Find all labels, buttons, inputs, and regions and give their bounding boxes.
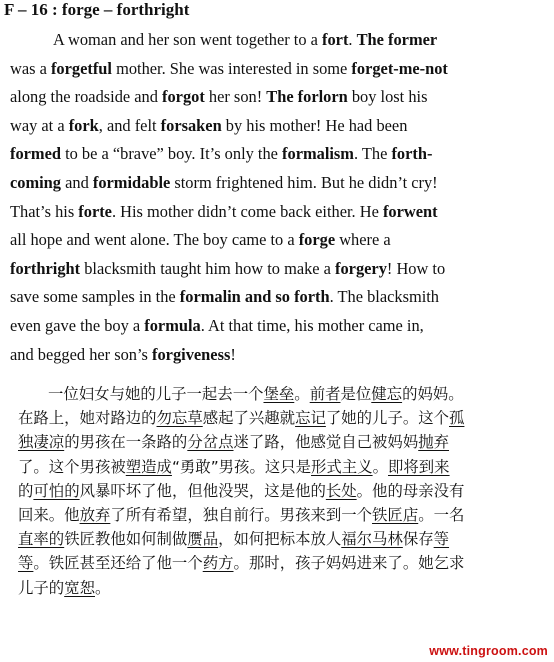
- keyword: forthright: [10, 258, 81, 278]
- english-line: [10, 226, 526, 255]
- text-run: her son!: [204, 87, 267, 107]
- text-run: 的男孩在一条路的: [64, 433, 188, 452]
- text-run: where a: [335, 230, 391, 250]
- underlined-term: 可怕的: [33, 481, 80, 500]
- text-run: 了所有希望，独自前行。男孩来到一个: [110, 505, 373, 524]
- english-line: [10, 341, 526, 370]
- english-line: [10, 255, 526, 284]
- text-run: . The blacksmith: [329, 287, 439, 307]
- text-run: mother. She was interested in some: [111, 58, 352, 78]
- keyword: forsaken: [160, 115, 222, 135]
- keyword: fork: [68, 115, 99, 135]
- text-run: 的妈妈。: [402, 385, 464, 403]
- english-line: [10, 83, 526, 112]
- chinese-line: [18, 551, 532, 575]
- underlined-term: 堡垒: [263, 385, 295, 403]
- keyword: formed: [10, 144, 61, 164]
- keyword: forgetful: [50, 58, 112, 78]
- text-run: 。一名: [418, 505, 465, 524]
- underlined-term: 宽恕: [64, 578, 95, 597]
- text-run: 是位: [340, 385, 372, 403]
- keyword: forwent: [382, 201, 438, 221]
- keyword: forgot: [162, 87, 205, 107]
- english-line: [10, 140, 526, 169]
- text-run: and begged her son’s: [10, 344, 153, 364]
- text-run: even gave the boy a: [10, 315, 145, 335]
- underlined-term: 抛弃: [418, 433, 450, 452]
- chinese-line: [18, 430, 532, 454]
- underlined-term: 即将到来: [388, 457, 450, 476]
- chinese-line: [18, 406, 532, 430]
- text-run: 回来。他: [18, 505, 80, 524]
- english-line: [10, 283, 526, 312]
- underlined-term: 药方: [202, 554, 234, 573]
- english-line: [10, 26, 526, 55]
- text-run: 保存: [402, 530, 434, 549]
- chinese-line: [18, 576, 532, 600]
- keyword: forte: [78, 201, 112, 221]
- underlined-term: 福尔马林: [341, 530, 403, 549]
- underlined-term: 忘记: [295, 409, 326, 428]
- keyword: formalism: [282, 144, 354, 164]
- english-line: [10, 55, 526, 84]
- keyword: formidable: [92, 172, 171, 192]
- underlined-term: 等: [433, 530, 450, 549]
- keyword: The former: [356, 30, 438, 49]
- keyword: coming: [10, 172, 61, 192]
- text-run: by his mother! He had been: [221, 115, 408, 135]
- text-run: was a: [10, 58, 51, 78]
- keyword: forgery: [335, 258, 387, 278]
- text-run: !: [230, 344, 236, 364]
- keyword: The forlorn: [266, 87, 348, 107]
- text-run: 迷了路，他感觉自己被妈妈: [233, 433, 419, 452]
- english-line: [10, 198, 526, 227]
- text-run: 的: [18, 481, 34, 500]
- chinese-line: [18, 382, 532, 406]
- underlined-term: 赝品: [187, 530, 219, 549]
- keyword: formalin and so forth: [179, 287, 330, 307]
- text-run: blacksmith taught him how to make a: [80, 258, 336, 278]
- underlined-term: 分岔点: [187, 433, 234, 452]
- text-run: .: [348, 30, 357, 49]
- text-run: 。: [372, 457, 388, 476]
- underlined-term: 铁匠店: [372, 505, 419, 524]
- text-run: That’s his: [10, 201, 79, 221]
- text-run: 铁匠教他如何制做: [64, 530, 188, 549]
- text-run: A woman and her son went together to a: [53, 30, 323, 49]
- text-run: storm frightened him. But he didn’t cry!: [170, 172, 438, 192]
- underlined-term: 勿忘草: [156, 409, 203, 428]
- chinese-line: [18, 455, 532, 479]
- underlined-term: 独凄凉: [18, 433, 65, 452]
- underlined-term: 孤: [449, 409, 465, 428]
- text-run: and: [61, 172, 93, 192]
- text-run: . At that time, his mother came in,: [200, 315, 424, 335]
- underlined-term: 塑造成: [125, 457, 172, 476]
- underlined-term: 形式主义: [311, 457, 373, 476]
- text-run: . His mother didn’t come back either. He: [111, 201, 383, 221]
- english-line: [10, 112, 526, 141]
- keyword: fort: [322, 30, 349, 49]
- text-run: 了她的儿子。这个: [325, 409, 450, 428]
- underlined-term: 直率的: [18, 530, 65, 549]
- text-run: save some samples in the: [10, 287, 180, 307]
- underlined-term: 健忘: [371, 385, 403, 403]
- text-run: all hope and went alone. The boy came to a: [10, 230, 299, 250]
- text-run: along the roadside and: [10, 87, 163, 107]
- text-run: “勇敢”男孩。这只是: [171, 457, 312, 476]
- text-run: 感起了兴趣就: [202, 409, 296, 428]
- text-run: . The: [353, 144, 392, 164]
- text-run: 儿子的: [18, 578, 65, 597]
- text-run: 。: [294, 385, 310, 403]
- keyword: forth-: [391, 144, 433, 164]
- text-run: , and felt: [98, 115, 161, 135]
- underlined-term: 长处: [325, 481, 357, 500]
- text-run: ，如何把标本放人: [218, 530, 342, 549]
- text-run: 。他的母亲没有: [356, 481, 465, 500]
- chinese-line: [18, 479, 532, 503]
- section-title: F – 16 : forge – forthright: [4, 0, 190, 19]
- text-run: 。铁匠甚至还给了他一个: [33, 554, 203, 573]
- text-run: 。那时，孩子妈妈进来了。她乞求: [233, 554, 465, 573]
- text-run: 。: [94, 578, 111, 597]
- text-run: way at a: [10, 115, 69, 135]
- keyword: forget-me-not: [351, 58, 448, 78]
- keyword: forgiveness: [152, 344, 231, 364]
- english-line: [10, 169, 526, 198]
- text-run: 了。这个男孩被: [18, 457, 126, 476]
- chinese-translation: [18, 382, 532, 600]
- underlined-term: 等: [18, 554, 34, 573]
- underlined-term: 前者: [309, 385, 341, 403]
- text-run: 在路上，她对路边的: [18, 409, 157, 428]
- keyword: formula: [144, 315, 201, 335]
- english-passage: [10, 26, 526, 369]
- text-run: to be a “brave” boy. It’s only the: [60, 144, 283, 164]
- text-run: 一位妇女与她的儿子一起去一个: [48, 385, 264, 403]
- underlined-term: 放弃: [79, 505, 111, 524]
- chinese-line: [18, 527, 532, 551]
- text-run: 风暴吓坏了他，但他没哭，这是他的: [79, 481, 326, 500]
- text-run: ! How to: [386, 258, 446, 278]
- text-run: boy lost his: [347, 87, 428, 107]
- watermark: www.tingroom.com: [429, 644, 548, 658]
- english-line: [10, 312, 526, 341]
- chinese-line: [18, 503, 532, 527]
- keyword: forge: [298, 230, 336, 250]
